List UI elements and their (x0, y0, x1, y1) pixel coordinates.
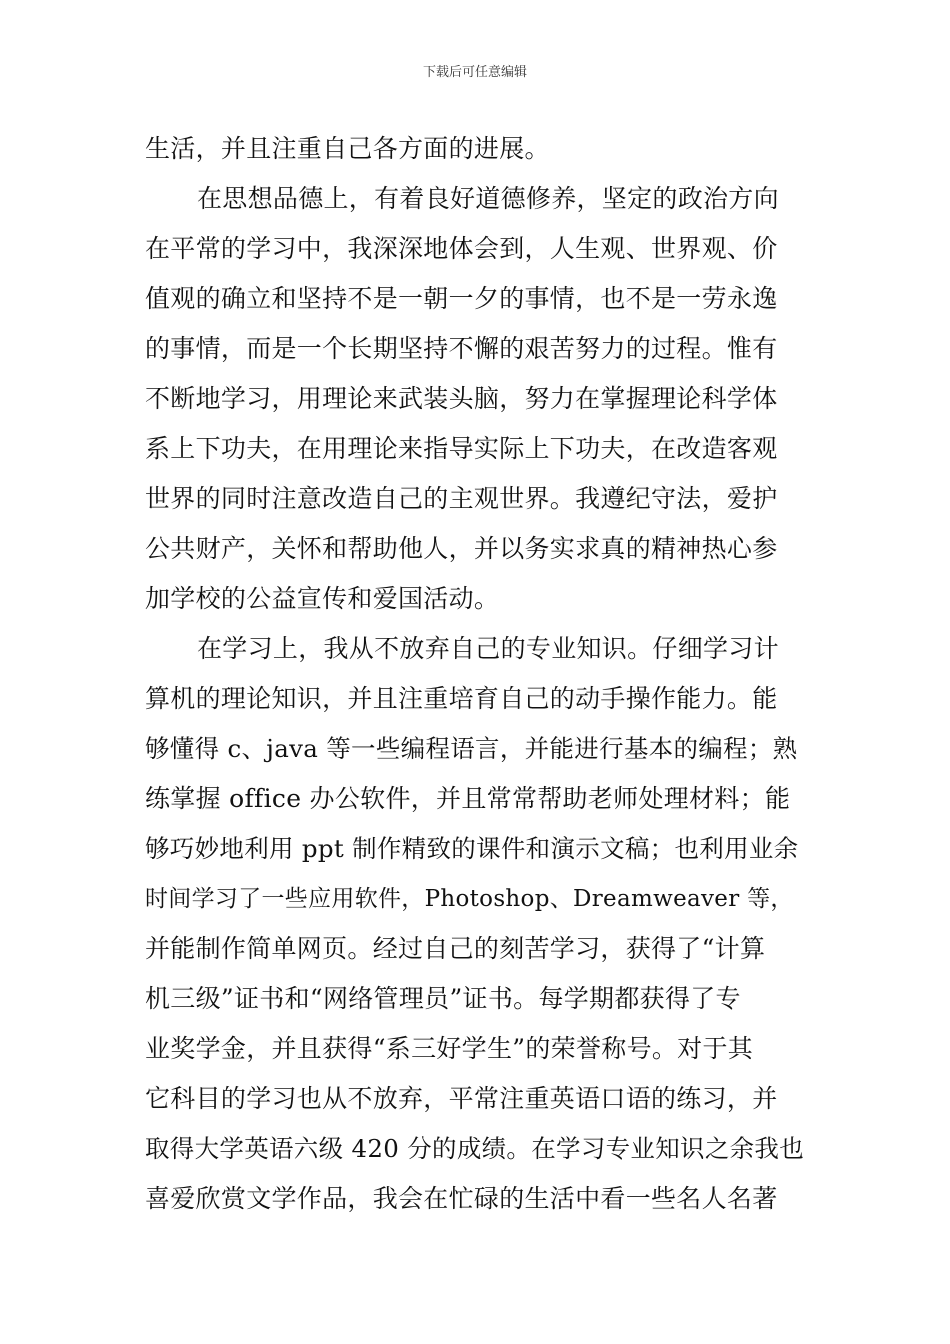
text-line: 取得大学英语六级 420 分的成绩。在学习专业知识之余我也 (145, 1134, 805, 1163)
text-line: 练掌握 office 办公软件，并且常常帮助老师处理材料；能 (145, 784, 791, 813)
paragraph-start-line: 在思想品德上，有着良好道德修养，坚定的政治方向 (197, 184, 779, 213)
text-line: 够巧妙地利用 ppt 制作精致的课件和演示文稿；也利用业余 (145, 834, 799, 863)
text-line: 系上下功夫，在用理论来指导实际上下功夫，在改造客观 (145, 434, 778, 463)
text-line: 机三级”证书和“网络管理员”证书。每学期都获得了专 (145, 984, 741, 1013)
text-line: 它科目的学习也从不放弃，平常注重英语口语的练习，并 (145, 1084, 778, 1113)
page-header: 下载后可任意编辑 (422, 65, 527, 80)
text-line: 喜爱欣赏文学作品，我会在忙碌的生活中看一些名人名著 (145, 1184, 778, 1213)
text-line: 够懂得 c、java 等一些编程语言，并能进行基本的编程；熟 (145, 734, 798, 763)
text-line: 并能制作简单网页。经过自己的刻苦学习，获得了“计算 (145, 934, 766, 963)
text-line: 值观的确立和坚持不是一朝一夕的事情，也不是一劳永逸 (145, 284, 778, 313)
text-line: 公共财产，关怀和帮助他人，并以务实求真的精神热心参 (145, 534, 778, 563)
text-line: 在平常的学习中，我深深地体会到，人生观、世界观、价 (145, 234, 778, 263)
text-line: 世界的同时注意改造自己的主观世界。我遵纪守法，爱护 (145, 484, 778, 513)
text-line: 的事情，而是一个长期坚持不懈的艰苦努力的过程。惟有 (145, 334, 778, 363)
text-line: 不断地学习，用理论来武装头脑，努力在掌握理论科学体 (145, 384, 778, 413)
document-body (145, 124, 807, 1224)
text-line: 加学校的公益宣传和爱国活动。 (145, 584, 500, 613)
text-line: 算机的理论知识，并且注重培育自己的动手操作能力。能 (145, 684, 778, 713)
text-line: 时间学习了一些应用软件，Photoshop、Dreamweaver 等， (145, 886, 794, 912)
paragraph-start-line: 在学习上，我从不放弃自己的专业知识。仔细学习计 (197, 634, 779, 663)
text-line: 生活，并且注重自己各方面的进展。 (145, 134, 550, 163)
text-line: 业奖学金，并且获得“系三好学生”的荣誉称号。对于其 (145, 1034, 754, 1063)
